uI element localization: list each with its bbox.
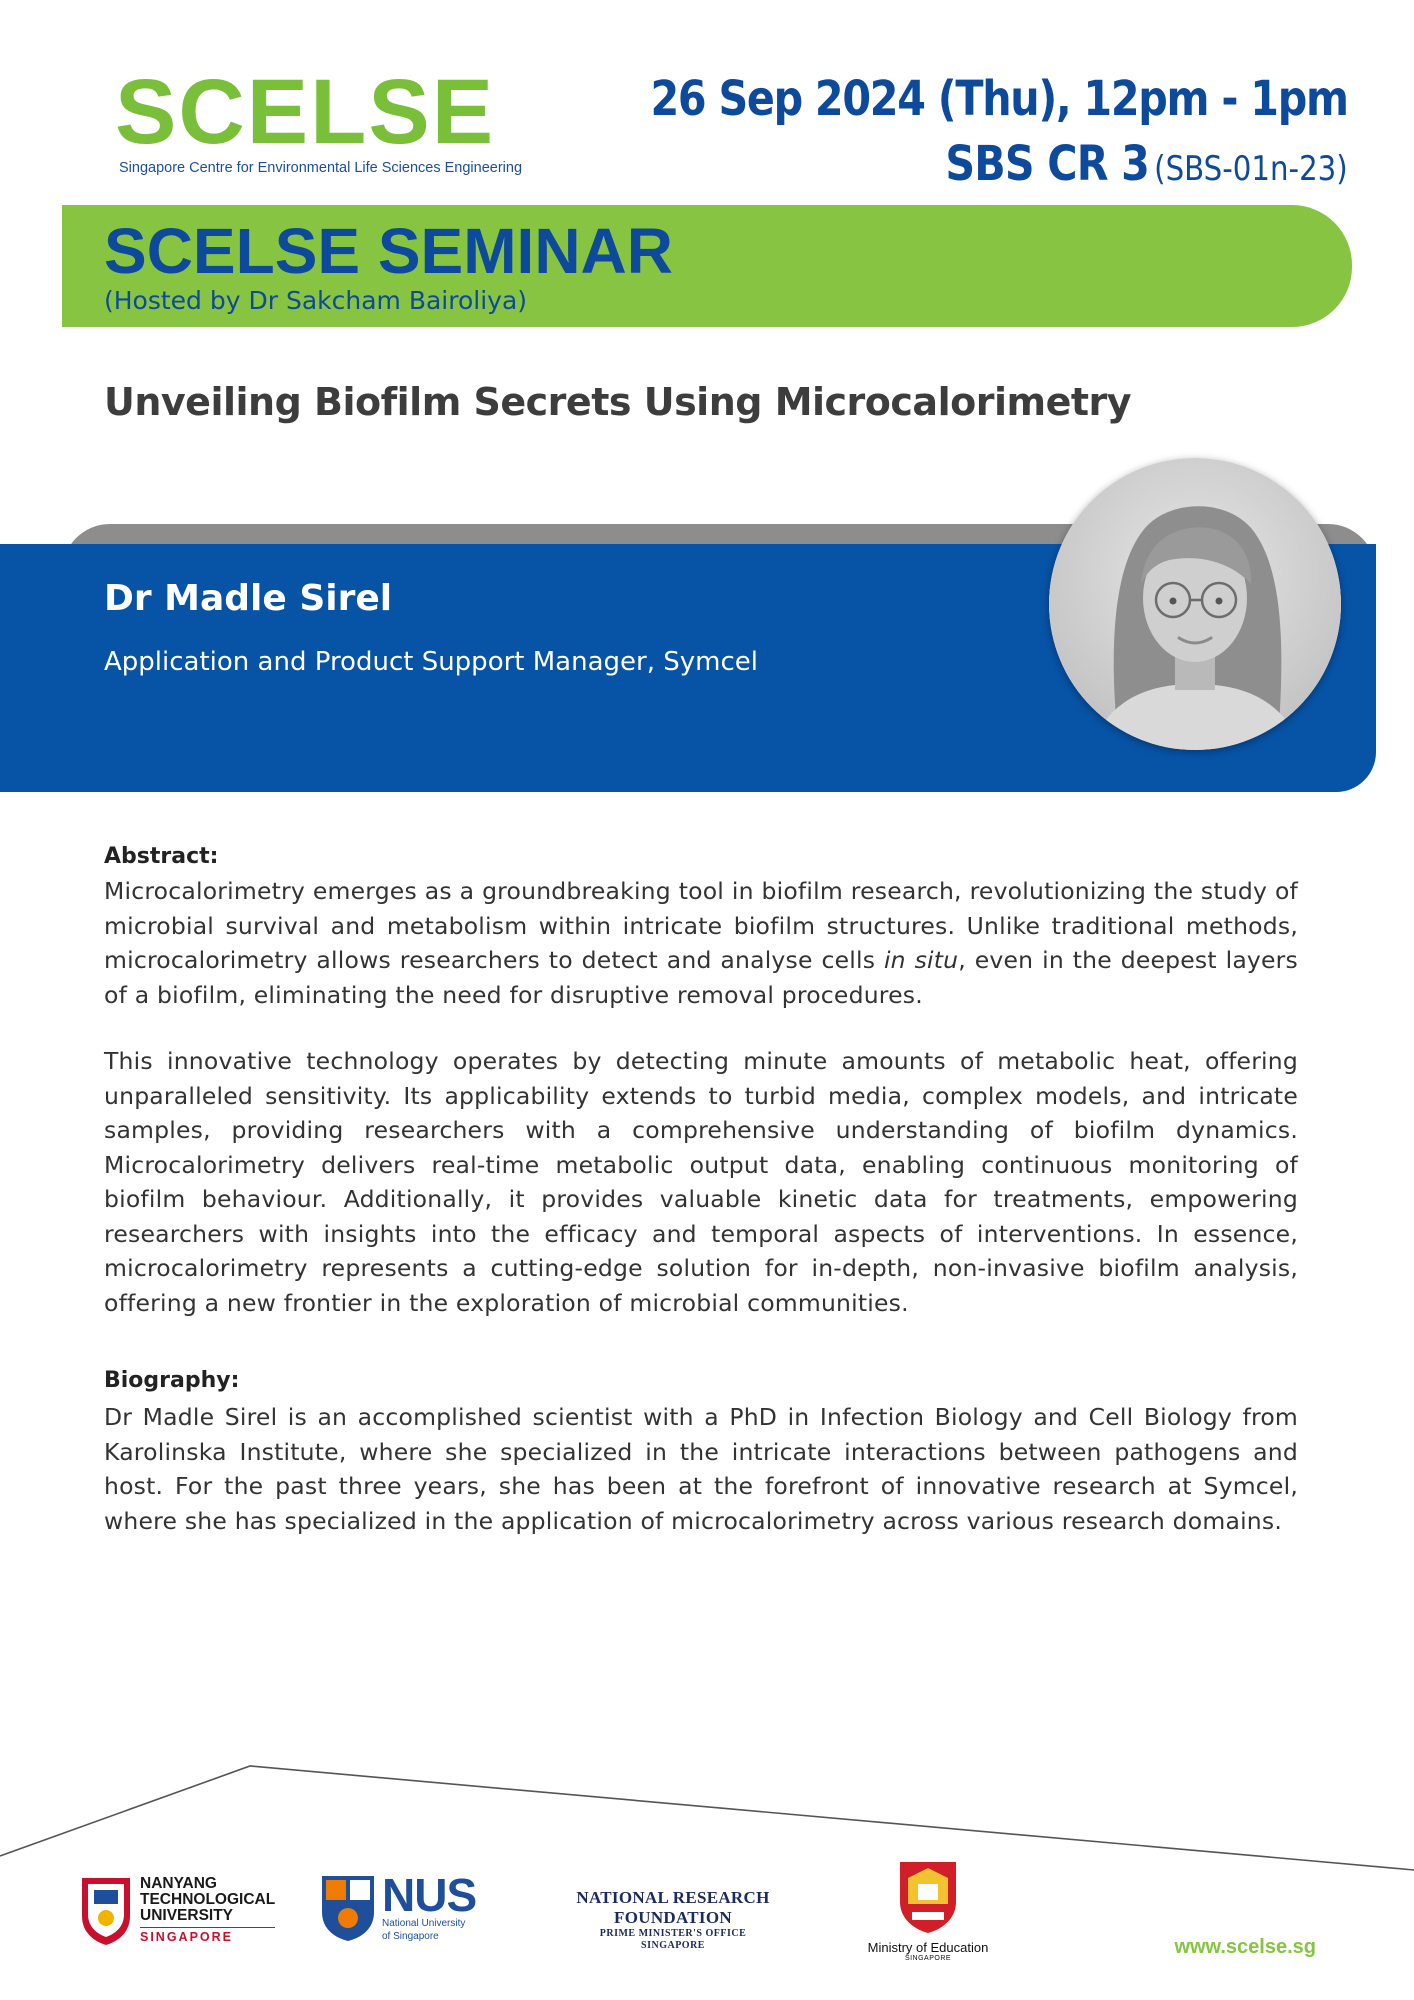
ntu-country: SINGAPORE bbox=[140, 1927, 275, 1944]
abstract-p1-end: , even in the deepest layers of a biofilm, eliminating the need for disruptive removal procedures. bbox=[104, 946, 1298, 1009]
abstract-p1-italic: in situ bbox=[883, 946, 959, 974]
speaker-portrait bbox=[1049, 458, 1341, 750]
seminar-title: SCELSE SEMINAR bbox=[104, 215, 673, 287]
abstract-paragraph-2: This innovative technology operates by detecting minute amounts of metabolic heat, offering unparalleled sensitivity. Its applicability extends to turbid media, complex models, and intricate samples, providing researchers with a comprehensive understanding of biofilm dynamics. Microcalorimetry delivers real-time metabolic output data, enabling continuous monitoring of biofilm behaviour. Additionally, it provides valuable kinetic data for treatments, empowering researchers with insights into the efficacy and temporal aspects of interventions. In essence, microcalorimetry represents a cutting-edge solution for in-depth, non-invasive biofilm analysis, offering a new frontier in the exploration of microbial communities. bbox=[104, 1047, 1298, 1317]
portrait-illustration bbox=[1049, 458, 1341, 750]
ntu-line-3: UNIVERSITY bbox=[140, 1907, 234, 1924]
logo-subtitle: Singapore Centre for Environmental Life Sciences Engineering bbox=[119, 160, 523, 176]
biography-heading: Biography: bbox=[104, 1368, 240, 1393]
venue-code: (SBS-01n-23) bbox=[1154, 149, 1348, 189]
speaker-name: Dr Madle Sirel bbox=[104, 578, 393, 619]
nrf-main: NATIONAL RESEARCH FOUNDATION bbox=[576, 1888, 770, 1927]
seminar-host: (Hosted by Dr Sakcham Bairoliya) bbox=[104, 286, 528, 315]
moe-logo bbox=[858, 1858, 998, 1962]
nus-sub-1: National University bbox=[382, 1918, 466, 1929]
nus-word: NUS bbox=[382, 1869, 477, 1921]
scelse-logo bbox=[115, 61, 523, 176]
venue-name: SBS CR 3 bbox=[945, 136, 1150, 192]
nrf-logo bbox=[518, 1888, 828, 1952]
nus-sub-2: of Singapore bbox=[382, 1931, 439, 1942]
moe-sub: SINGAPORE bbox=[904, 1955, 952, 1962]
ntu-crest-icon bbox=[80, 1876, 132, 1946]
nus-logo bbox=[320, 1869, 477, 1942]
ntu-logo bbox=[80, 1876, 275, 1946]
ntu-line-1: NANYANG bbox=[140, 1875, 217, 1892]
nrf-sub-2: SINGAPORE bbox=[641, 1940, 705, 1951]
abstract-heading: Abstract: bbox=[104, 844, 219, 869]
abstract-p1-start: Microcalorimetry emerges as a groundbreaking tool in biofilm research, revolutionizing the study of microbial survival and metabolism within intricate biofilm structures. Unlike traditional methods, microcalorimetry allows researchers to detect and analyse cells bbox=[104, 877, 1298, 974]
event-details bbox=[537, 70, 1348, 192]
event-date-time: 26 Sep 2024 (Thu), 12pm - 1pm bbox=[650, 71, 1348, 127]
footer-divider bbox=[0, 1750, 1414, 1890]
abstract-paragraph-1 bbox=[104, 874, 1298, 1012]
biography-text: Dr Madle Sirel is an accomplished scientist with a PhD in Infection Biology and Cell Biology from Karolinska Institute, where she specialized in the intricate interactions between pathogens and host. For the past three years, she has been at the forefront of innovative research at Symcel, where she has specialized in the application of microcalorimetry across various research domains. bbox=[104, 1403, 1298, 1535]
speaker-role: Application and Product Support Manager, Symcel bbox=[104, 647, 758, 677]
logo-word: SCELSE bbox=[115, 61, 496, 163]
website-link[interactable]: www.scelse.sg bbox=[1174, 1936, 1316, 1958]
nus-crest-icon bbox=[320, 1874, 376, 1942]
event-venue bbox=[651, 136, 1348, 192]
moe-main: Ministry of Education bbox=[867, 1940, 989, 1955]
moe-crest-icon bbox=[896, 1858, 960, 1934]
nrf-sub-1: PRIME MINISTER'S OFFICE bbox=[599, 1928, 747, 1939]
ntu-line-2: TECHNOLOGICAL bbox=[140, 1891, 276, 1908]
talk-title: Unveiling Biofilm Secrets Using Microcalorimetry bbox=[104, 380, 1132, 424]
